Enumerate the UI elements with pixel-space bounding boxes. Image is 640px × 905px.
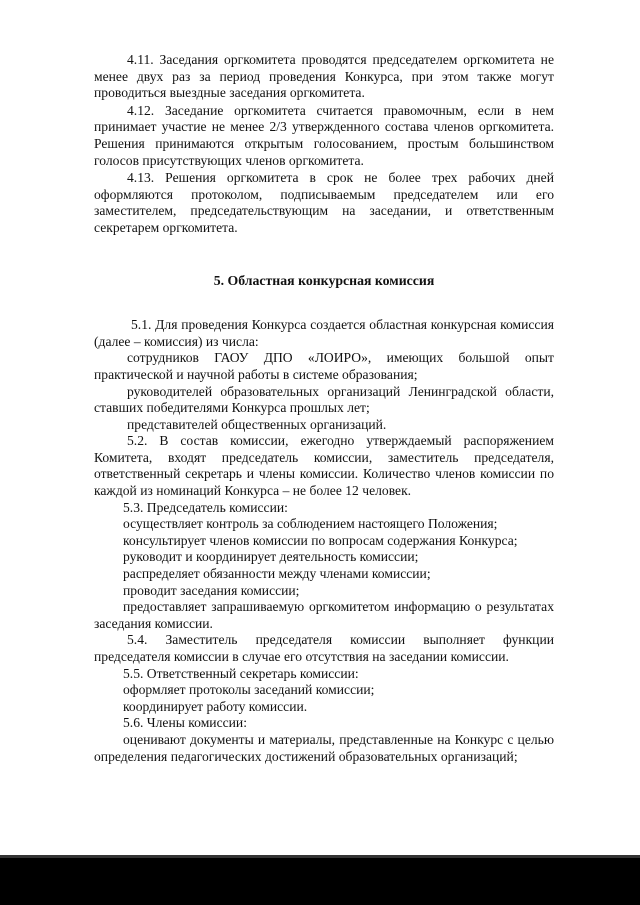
section-heading: 5. Областная конкурсная комиссия (213, 272, 435, 288)
clause-5-5: 5.5. Ответственный секретарь комиссии: (123, 665, 359, 681)
clause-5-6-item: оценивают документы и материалы, представленные на Конкурс с целью определения педагогических достижений образовательных организаций; (94, 731, 554, 764)
clause-4-11: 4.11. Заседания оргкомитета проводятся председателем оргкомитета не менее двух раз за период проведения Конкурса, при этом также могут проводиться выездные заседания оргкомитета. (94, 52, 554, 101)
scan-edge-line (0, 855, 640, 858)
clause-5-2: 5.2. В состав комиссии, ежегодно утверждаемый распоряжением Комитета, входят председатель комиссии, заместитель председателя, ответственный секретарь и члены комиссии. Количество членов комиссии по каждой из номинаций Конкурса – не более 12 человек. (94, 433, 554, 499)
clause-5-1-item: представителей общественных организаций. (127, 416, 387, 432)
clause-5-1: 5.1. Для проведения Конкурса создается областная конкурсная комиссия (далее – комиссия) из числа: (94, 317, 554, 349)
clause-5-5-item: оформляет протоколы заседаний комиссии; (123, 682, 375, 698)
clause-5-5-item: координирует работу комиссии. (123, 698, 308, 714)
clause-5-1-item: сотрудников ГАОУ ДПО «ЛОИРО», имеющих большой опыт практической и научной работы в системе образования; (94, 350, 554, 382)
document-body (94, 52, 554, 765)
clause-5-6: 5.6. Члены комиссии: (123, 715, 247, 731)
clause-5-3-item: осуществляет контроль за соблюдением настоящего Положения; (123, 516, 498, 532)
clause-4-12: 4.12. Заседание оргкомитета считается правомочным, если в нем принимает участие не менее 2/3 утвержденного состава членов оргкомитета. Решения принимаются открытым голосованием, простым большинством голосов присутствующих членов оргкомитета. (94, 102, 554, 168)
clause-5-4: 5.4. Заместитель председателя комиссии выполняет функции председателя комиссии в случае его отсутствия на заседании комиссии. (94, 632, 554, 664)
clause-5-3-item: консультирует членов комиссии по вопросам содержания Конкурса; (123, 532, 518, 548)
clause-5-3-item: руководит и координирует деятельность комиссии; (123, 549, 419, 565)
clause-5-1-item: руководителей образовательных организаций Ленинградской области, ставших победителями Конкурса прошлых лет; (94, 383, 554, 416)
clause-5-3: 5.3. Председатель комиссии: (123, 499, 288, 515)
clause-5-3-item: распределяет обязанности между членами комиссии; (123, 566, 431, 582)
scan-bottom-border (0, 855, 640, 905)
clause-5-3-item: предоставляет запрашиваемую оргкомитетом информацию о результатах заседания комиссии. (94, 599, 554, 631)
clause-5-3-item: проводит заседания комиссии; (123, 582, 300, 598)
clause-4-13: 4.13. Решения оргкомитета в срок не более трех рабочих дней оформляются протоколом, подписываемым председателем или его заместителем, председательствующим на заседании, и ответственным секретарем оргкомитета. (94, 170, 554, 235)
